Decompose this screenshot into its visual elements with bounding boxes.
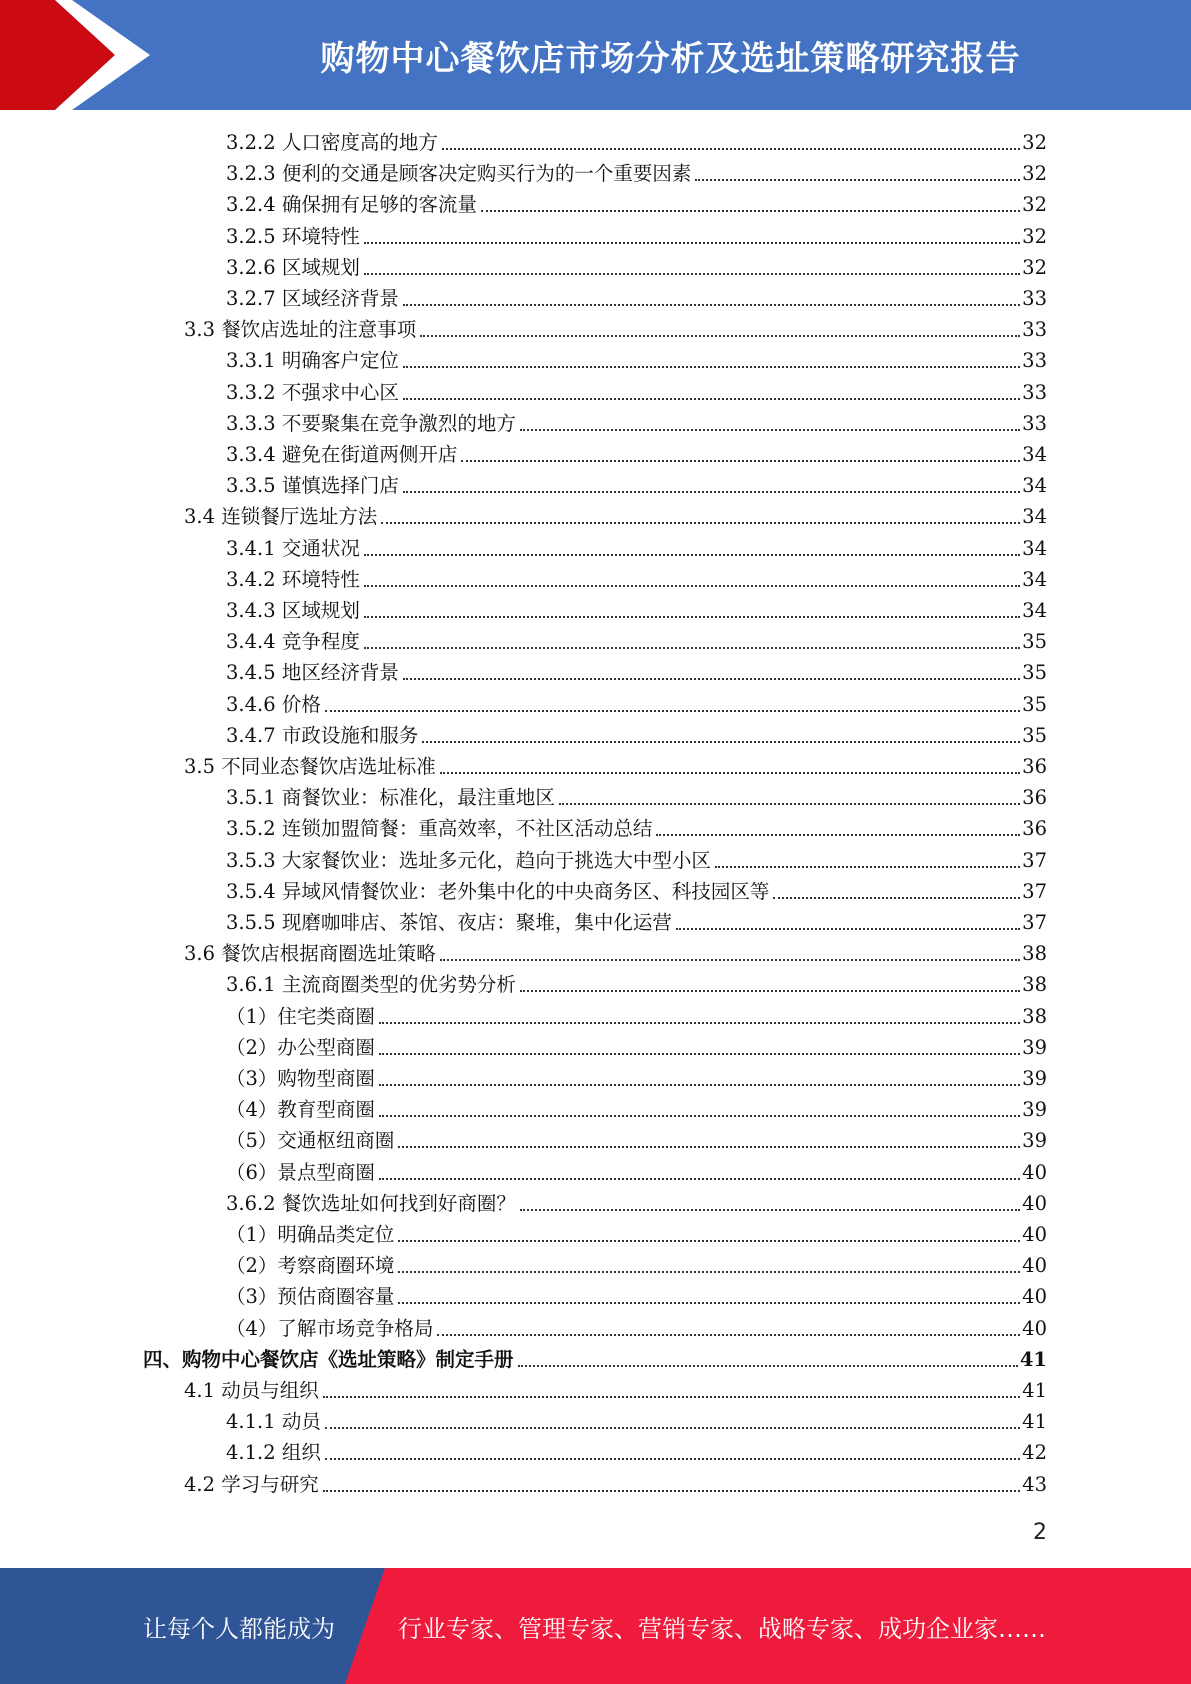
toc-entry-page: 35 xyxy=(1022,692,1047,716)
toc-entry[interactable] xyxy=(226,377,1047,408)
toc-leader-dots xyxy=(379,1114,1020,1117)
toc-entry-page: 33 xyxy=(1022,411,1047,435)
toc-entry-page: 35 xyxy=(1022,723,1047,747)
toc-entry[interactable] xyxy=(226,408,1047,439)
toc-entry[interactable] xyxy=(226,1437,1047,1468)
toc-leader-dots xyxy=(676,927,1020,930)
toc-entry[interactable] xyxy=(226,1001,1047,1032)
toc-entry-label: 3.5 不同业态餐饮店选址标准 xyxy=(184,755,436,778)
toc-leader-dots xyxy=(461,459,1020,462)
toc-entry-label: （4）教育型商圈 xyxy=(226,1098,375,1122)
toc-entry[interactable] xyxy=(184,938,1047,969)
toc-entry-label: （4）了解市场竞争格局 xyxy=(226,1316,434,1340)
toc-entry-label: 3.3.3 不要聚集在竞争激烈的地方 xyxy=(226,411,516,435)
toc-leader-dots xyxy=(420,334,1020,337)
toc-leader-dots xyxy=(518,1364,1018,1367)
toc-entry-page: 42 xyxy=(1022,1441,1047,1465)
toc-entry-label: 3.4.2 环境特性 xyxy=(226,567,360,591)
toc-entry-page: 32 xyxy=(1022,162,1047,186)
toc-entry-label: 3.6 餐饮店根据商圈选址策略 xyxy=(184,942,436,966)
toc-entry-label: 3.5.5 现磨咖啡店、茶馆、夜店：聚堆，集中化运营 xyxy=(226,911,672,934)
toc-entry-page: 41 xyxy=(1022,1379,1047,1402)
toc-entry-label: 3.2.7 区域经济背景 xyxy=(226,287,399,310)
toc-leader-dots xyxy=(398,1239,1020,1242)
toc-entry-page: 37 xyxy=(1022,879,1047,903)
toc-entry[interactable] xyxy=(226,189,1047,220)
toc-entry-label: 3.2.2 人口密度高的地方 xyxy=(226,131,438,154)
toc-leader-dots xyxy=(364,272,1020,275)
toc-entry-label: （2）办公型商圈 xyxy=(226,1035,375,1059)
toc-entry-page: 43 xyxy=(1022,1472,1047,1496)
toc-entry-label: （3）预估商圈容量 xyxy=(226,1285,395,1309)
toc-entry[interactable] xyxy=(226,969,1047,1000)
toc-entry-page: 40 xyxy=(1022,1223,1047,1246)
toc-entry[interactable] xyxy=(226,470,1047,501)
toc-entry-label: 3.4.6 价格 xyxy=(226,692,321,716)
toc-entry-label: 3.6.2 餐饮选址如何找到好商圈？ xyxy=(226,1191,516,1215)
toc-entry[interactable] xyxy=(226,1406,1047,1437)
toc-entry[interactable] xyxy=(226,221,1047,252)
toc-entry[interactable] xyxy=(226,657,1047,688)
toc-leader-dots xyxy=(379,1177,1020,1180)
toc-entry-page: 38 xyxy=(1022,942,1047,966)
toc-entry-label: 3.5.4 异域风情餐饮业：老外集中化的中央商务区、科技园区等 xyxy=(226,879,770,903)
toc-entry-page: 34 xyxy=(1022,443,1047,466)
toc-entry-label: 3.5.2 连锁加盟简餐：重高效率，不社区活动总结 xyxy=(226,817,653,841)
toc-entry[interactable] xyxy=(226,1219,1047,1250)
toc-leader-dots xyxy=(520,989,1020,992)
page-number: 2 xyxy=(1033,1520,1047,1545)
toc-entry[interactable] xyxy=(226,1094,1047,1125)
toc-entry[interactable] xyxy=(226,907,1047,938)
toc-leader-dots xyxy=(403,365,1020,368)
toc-entry-page: 34 xyxy=(1022,599,1047,622)
toc-entry-page: 33 xyxy=(1022,287,1047,310)
toc-entry-label: 3.4 连锁餐厅选址方法 xyxy=(184,505,378,529)
toc-entry-page: 32 xyxy=(1022,193,1047,217)
toc-leader-dots xyxy=(481,209,1020,212)
toc-entry-page: 32 xyxy=(1022,131,1047,154)
toc-entry-label: 4.1.2 组织 xyxy=(226,1441,321,1465)
toc-entry-page: 37 xyxy=(1022,848,1047,872)
toc-entry-page: 35 xyxy=(1022,630,1047,654)
toc-entry-page: 34 xyxy=(1022,567,1047,591)
toc-entry-page: 39 xyxy=(1022,1098,1047,1122)
toc-entry-label: 3.3.4 避免在街道两侧开店 xyxy=(226,443,458,466)
toc-entry[interactable] xyxy=(226,782,1047,813)
footer-slogan-left: 让每个人都能成为 xyxy=(143,1614,335,1643)
toc-leader-dots xyxy=(403,397,1020,400)
toc-entry-page: 38 xyxy=(1022,973,1047,997)
toc-entry-page: 34 xyxy=(1022,505,1047,529)
page-header xyxy=(0,0,1191,110)
toc-entry-label: 四、购物中心餐饮店《选址策略》制定手册 xyxy=(143,1347,514,1371)
toc-entry-page: 39 xyxy=(1022,1129,1047,1153)
toc-entry[interactable] xyxy=(226,252,1047,283)
toc-leader-dots xyxy=(656,833,1020,836)
footer-slogan-right: 行业专家、管理专家、营销专家、战略专家、成功企业家…… xyxy=(398,1614,1046,1643)
toc-leader-dots xyxy=(559,802,1020,805)
toc-entry-page: 41 xyxy=(1019,1347,1047,1371)
toc-leader-dots xyxy=(403,303,1020,306)
toc-entry-label: 4.2 学习与研究 xyxy=(184,1472,319,1496)
toc-leader-dots xyxy=(773,896,1020,899)
toc-entry-label: 3.4.5 地区经济背景 xyxy=(226,661,399,685)
toc-entry-page: 33 xyxy=(1022,380,1047,404)
toc-entry-page: 32 xyxy=(1022,255,1047,279)
toc-entry[interactable] xyxy=(226,813,1047,844)
toc-entry-label: 3.5.3 大家餐饮业：选址多元化，趋向于挑选大中型小区 xyxy=(226,848,711,872)
toc-entry-page: 39 xyxy=(1022,1035,1047,1059)
toc-entry[interactable] xyxy=(226,1188,1047,1219)
toc-leader-dots xyxy=(325,1457,1020,1460)
toc-entry[interactable] xyxy=(226,533,1047,564)
toc-leader-dots xyxy=(398,1270,1020,1273)
toc-entry-page: 33 xyxy=(1022,349,1047,373)
toc-leader-dots xyxy=(364,241,1020,244)
toc-entry[interactable] xyxy=(143,1344,1047,1375)
toc-leader-dots xyxy=(403,490,1020,493)
toc-leader-dots xyxy=(325,709,1020,712)
toc-entry-page: 40 xyxy=(1022,1285,1047,1309)
header-arrow-decoration xyxy=(0,0,160,110)
toc-entry-label: （5）交通枢纽商圈 xyxy=(226,1129,395,1153)
toc-leader-dots xyxy=(379,1021,1020,1024)
toc-entry[interactable] xyxy=(226,1063,1047,1094)
toc-entry[interactable] xyxy=(226,845,1047,876)
toc-leader-dots xyxy=(379,1052,1020,1055)
toc-leader-dots xyxy=(520,1208,1020,1211)
toc-entry-label: （3）购物型商圈 xyxy=(226,1067,375,1090)
toc-entry-label: 3.4.4 竞争程度 xyxy=(226,630,360,654)
toc-entry[interactable] xyxy=(226,1157,1047,1188)
header-title: 购物中心餐饮店市场分析及选址策略研究报告 xyxy=(320,38,1021,79)
toc-leader-dots xyxy=(440,771,1020,774)
toc-entry[interactable] xyxy=(226,626,1047,657)
toc-entry-label: 3.4.7 市政设施和服务 xyxy=(226,723,419,747)
toc-entry-page: 40 xyxy=(1022,1254,1047,1278)
toc-leader-dots xyxy=(323,1489,1020,1492)
toc-entry-label: 3.2.3 便利的交通是顾客决定购买行为的一个重要因素 xyxy=(226,162,692,186)
toc-entry-page: 36 xyxy=(1022,786,1047,810)
toc-entry[interactable] xyxy=(226,1125,1047,1156)
toc-entry-page: 34 xyxy=(1022,536,1047,560)
toc-entry-label: （1）住宅类商圈 xyxy=(226,1004,375,1028)
toc-entry-page: 34 xyxy=(1022,474,1047,498)
toc-leader-dots xyxy=(381,521,1020,524)
toc-leader-dots xyxy=(364,646,1020,649)
toc-entry-label: 3.4.3 区域规划 xyxy=(226,599,360,622)
toc-entry[interactable] xyxy=(226,283,1047,314)
toc-entry-page: 40 xyxy=(1022,1191,1047,1215)
toc-entry[interactable] xyxy=(184,314,1047,345)
toc-entry[interactable] xyxy=(184,751,1047,782)
toc-entry-page: 40 xyxy=(1022,1160,1047,1184)
toc-entry[interactable] xyxy=(226,1032,1047,1063)
toc-entry-label: 3.6.1 主流商圈类型的优劣势分析 xyxy=(226,973,516,997)
toc-leader-dots xyxy=(364,584,1020,587)
toc-leader-dots xyxy=(364,615,1020,618)
toc-entry[interactable] xyxy=(226,689,1047,720)
toc-entry[interactable] xyxy=(226,720,1047,751)
toc-leader-dots xyxy=(715,865,1020,868)
toc-entry[interactable] xyxy=(226,876,1047,907)
toc-entry-page: 33 xyxy=(1022,318,1047,342)
toc-entry[interactable] xyxy=(184,1375,1047,1406)
toc-entry-label: 3.5.1 商餐饮业：标准化，最注重地区 xyxy=(226,786,555,810)
toc-leader-dots xyxy=(440,958,1020,961)
toc-entry-page: 36 xyxy=(1022,817,1047,841)
toc-entry-label: （2）考察商圈环境 xyxy=(226,1254,395,1278)
toc-leader-dots xyxy=(398,1301,1020,1304)
toc-leader-dots xyxy=(520,428,1020,431)
toc-leader-dots xyxy=(695,178,1020,181)
toc-entry[interactable] xyxy=(226,1313,1047,1344)
toc-entry-page: 35 xyxy=(1022,661,1047,685)
toc-entry[interactable] xyxy=(184,501,1047,532)
toc-entry-page: 32 xyxy=(1022,224,1047,248)
toc-leader-dots xyxy=(379,1083,1020,1086)
toc-leader-dots xyxy=(323,1395,1020,1398)
toc-leader-dots xyxy=(364,553,1020,556)
toc-entry-label: 3.2.4 确保拥有足够的客流量 xyxy=(226,193,477,217)
toc-entry-label: 3.3.5 谨慎选择门店 xyxy=(226,474,399,498)
toc-leader-dots xyxy=(442,147,1020,150)
toc-entry-page: 40 xyxy=(1022,1316,1047,1340)
toc-entry-label: 3.3.2 不强求中心区 xyxy=(226,380,399,404)
toc-entry-page: 36 xyxy=(1022,755,1047,778)
toc-entry[interactable] xyxy=(226,345,1047,376)
toc-entry-label: 3.2.6 区域规划 xyxy=(226,255,360,279)
toc-entry-label: 4.1.1 动员 xyxy=(226,1410,321,1434)
toc-entry-label: 3.4.1 交通状况 xyxy=(226,536,360,560)
toc-entry[interactable] xyxy=(226,439,1047,470)
toc-entry[interactable] xyxy=(226,1250,1047,1281)
toc-entry[interactable] xyxy=(226,158,1047,189)
toc-entry-page: 39 xyxy=(1022,1067,1047,1090)
toc-entry-page: 41 xyxy=(1022,1410,1047,1434)
toc-leader-dots xyxy=(398,1145,1020,1148)
toc-entry-label: 3.3 餐饮店选址的注意事项 xyxy=(184,318,417,342)
toc-entry-label: 3.3.1 明确客户定位 xyxy=(226,349,399,373)
toc-entry-label: （1）明确品类定位 xyxy=(226,1223,395,1246)
toc-entry[interactable] xyxy=(184,1469,1047,1500)
toc-entry-label: （6）景点型商圈 xyxy=(226,1160,375,1184)
toc-entry[interactable] xyxy=(226,1281,1047,1312)
toc-entry[interactable] xyxy=(226,595,1047,626)
toc-entry-label: 4.1 动员与组织 xyxy=(184,1379,319,1402)
toc-leader-dots xyxy=(437,1333,1020,1336)
toc-entry-page: 37 xyxy=(1022,911,1047,934)
toc-entry[interactable] xyxy=(226,564,1047,595)
toc-leader-dots xyxy=(403,677,1020,680)
toc-leader-dots xyxy=(422,740,1020,743)
toc-entry[interactable] xyxy=(226,127,1047,158)
toc-entry-page: 38 xyxy=(1022,1004,1047,1028)
page-footer xyxy=(0,1568,1191,1684)
toc-entry-label: 3.2.5 环境特性 xyxy=(226,224,360,248)
toc-leader-dots xyxy=(325,1426,1020,1429)
